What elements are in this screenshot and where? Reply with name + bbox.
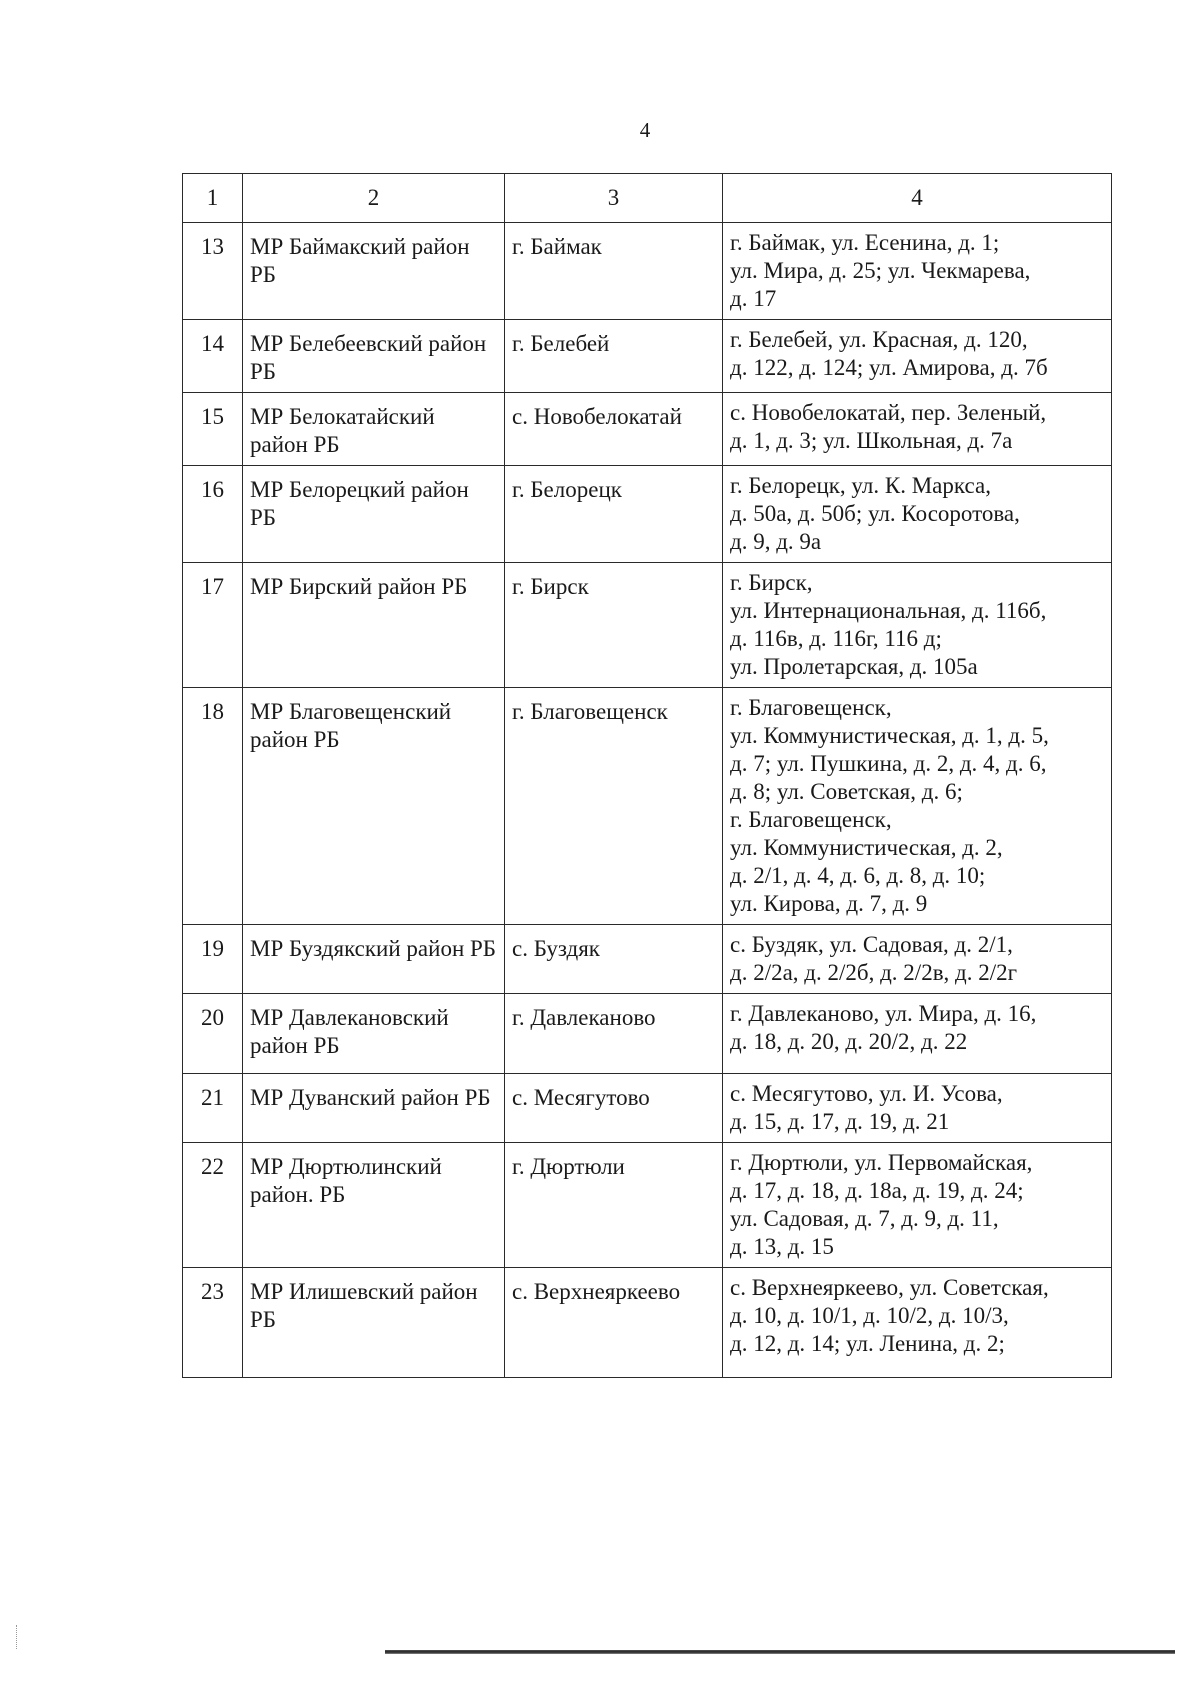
- table-header-row: [183, 174, 1112, 223]
- district-name: МР Белорецкий район РБ: [243, 466, 505, 563]
- address-line: д. 50а, д. 50б; ул. Косоротова,: [730, 501, 1020, 526]
- address-cell: [723, 466, 1112, 563]
- district-name: МР Дуванский район РБ: [243, 1074, 505, 1143]
- district-name: МР Белебеевский район РБ: [243, 320, 505, 393]
- table-row: [183, 320, 1112, 393]
- address-line: д. 7; ул. Пушкина, д. 2, д. 4, д. 6,: [730, 751, 1047, 776]
- row-number: 19: [183, 925, 243, 994]
- district-name: МР Благовещенский район РБ: [243, 688, 505, 925]
- address-line: с. Верхнеяркеево, ул. Советская,: [730, 1275, 1049, 1300]
- table-row: [183, 223, 1112, 320]
- address-cell: [723, 925, 1112, 994]
- district-name: МР Буздякский район РБ: [243, 925, 505, 994]
- settlement-name: г. Благовещенск: [505, 688, 723, 925]
- address-line: д. 12, д. 14; ул. Ленина, д. 2;: [730, 1331, 1005, 1356]
- address-line: ул. Мира, д. 25; ул. Чекмарева,: [730, 258, 1031, 283]
- districts-table: [182, 173, 1112, 1378]
- row-number: 17: [183, 563, 243, 688]
- row-number: 22: [183, 1143, 243, 1268]
- address-cell: [723, 994, 1112, 1074]
- address-line: г. Благовещенск,: [730, 807, 892, 832]
- district-name: МР Баймакский район РБ: [243, 223, 505, 320]
- bottom-rule: [385, 1650, 1175, 1654]
- address-line: д. 122, д. 124; ул. Амирова, д. 7б: [730, 355, 1048, 380]
- header-cell: 4: [723, 174, 1112, 223]
- address-line: д. 9, д. 9а: [730, 529, 822, 554]
- table-row: [183, 1268, 1112, 1378]
- address-cell: [723, 393, 1112, 466]
- row-number: 13: [183, 223, 243, 320]
- district-name: МР Дюртюлинский район. РБ: [243, 1143, 505, 1268]
- address-line: ул. Садовая, д. 7, д. 9, д. 11,: [730, 1206, 999, 1231]
- row-number: 14: [183, 320, 243, 393]
- address-cell: [723, 1074, 1112, 1143]
- settlement-name: г. Бирск: [505, 563, 723, 688]
- table-row: [183, 1143, 1112, 1268]
- row-number: 16: [183, 466, 243, 563]
- settlement-name: с. Буздяк: [505, 925, 723, 994]
- address-line: д. 15, д. 17, д. 19, д. 21: [730, 1109, 950, 1134]
- address-line: г. Белорецк, ул. К. Маркса,: [730, 473, 991, 498]
- address-line: г. Белебей, ул. Красная, д. 120,: [730, 327, 1028, 352]
- address-cell: [723, 1143, 1112, 1268]
- address-line: ул. Кирова, д. 7, д. 9: [730, 891, 928, 916]
- address-line: с. Буздяк, ул. Садовая, д. 2/1,: [730, 932, 1013, 957]
- address-line: д. 116в, д. 116г, 116 д;: [730, 626, 942, 651]
- address-line: д. 8; ул. Советская, д. 6;: [730, 779, 963, 804]
- address-line: г. Дюртюли, ул. Первомайская,: [730, 1150, 1033, 1175]
- address-cell: [723, 563, 1112, 688]
- address-cell: [723, 223, 1112, 320]
- table-row: [183, 925, 1112, 994]
- page-number: 4: [639, 118, 651, 142]
- address-line: с. Новобелокатай, пер. Зеленый,: [730, 400, 1047, 425]
- margin-mark: [16, 1625, 19, 1649]
- settlement-name: г. Белорецк: [505, 466, 723, 563]
- table-row: [183, 563, 1112, 688]
- address-line: д. 13, д. 15: [730, 1234, 834, 1259]
- address-line: г. Давлеканово, ул. Мира, д. 16,: [730, 1001, 1037, 1026]
- table-row: [183, 1074, 1112, 1143]
- row-number: 23: [183, 1268, 243, 1378]
- settlement-name: г. Дюртюли: [505, 1143, 723, 1268]
- address-line: ул. Коммунистическая, д. 2,: [730, 835, 1003, 860]
- settlement-name: г. Баймак: [505, 223, 723, 320]
- header-cell: 1: [183, 174, 243, 223]
- address-line: г. Благовещенск,: [730, 695, 892, 720]
- district-name: МР Давлекановский район РБ: [243, 994, 505, 1074]
- header-cell: 2: [243, 174, 505, 223]
- address-line: д. 18, д. 20, д. 20/2, д. 22: [730, 1029, 968, 1054]
- table-row: [183, 393, 1112, 466]
- header-cell: 3: [505, 174, 723, 223]
- table-row: [183, 466, 1112, 563]
- settlement-name: с. Месягутово: [505, 1074, 723, 1143]
- row-number: 15: [183, 393, 243, 466]
- address-line: с. Месягутово, ул. И. Усова,: [730, 1081, 1003, 1106]
- row-number: 21: [183, 1074, 243, 1143]
- address-line: д. 17: [730, 286, 777, 311]
- district-name: МР Бирский район РБ: [243, 563, 505, 688]
- settlement-name: с. Верхнеяркеево: [505, 1268, 723, 1378]
- address-line: д. 2/1, д. 4, д. 6, д. 8, д. 10;: [730, 863, 986, 888]
- settlement-name: г. Давлеканово: [505, 994, 723, 1074]
- address-line: г. Баймак, ул. Есенина, д. 1;: [730, 230, 1000, 255]
- settlement-name: г. Белебей: [505, 320, 723, 393]
- address-line: ул. Пролетарская, д. 105а: [730, 654, 978, 679]
- settlement-name: с. Новобелокатай: [505, 393, 723, 466]
- address-cell: [723, 1268, 1112, 1378]
- address-line: д. 17, д. 18, д. 18а, д. 19, д. 24;: [730, 1178, 1024, 1203]
- address-line: д. 10, д. 10/1, д. 10/2, д. 10/3,: [730, 1303, 1009, 1328]
- table-row: [183, 994, 1112, 1074]
- address-cell: [723, 320, 1112, 393]
- address-line: г. Бирск,: [730, 570, 813, 595]
- district-name: МР Белокатайский район РБ: [243, 393, 505, 466]
- table-row: [183, 688, 1112, 925]
- row-number: 18: [183, 688, 243, 925]
- address-line: ул. Интернациональная, д. 116б,: [730, 598, 1047, 623]
- address-cell: [723, 688, 1112, 925]
- row-number: 20: [183, 994, 243, 1074]
- address-line: ул. Коммунистическая, д. 1, д. 5,: [730, 723, 1049, 748]
- district-name: МР Илишевский район РБ: [243, 1268, 505, 1378]
- address-line: д. 1, д. 3; ул. Школьная, д. 7а: [730, 428, 1013, 453]
- address-line: д. 2/2а, д. 2/2б, д. 2/2в, д. 2/2г: [730, 960, 1018, 985]
